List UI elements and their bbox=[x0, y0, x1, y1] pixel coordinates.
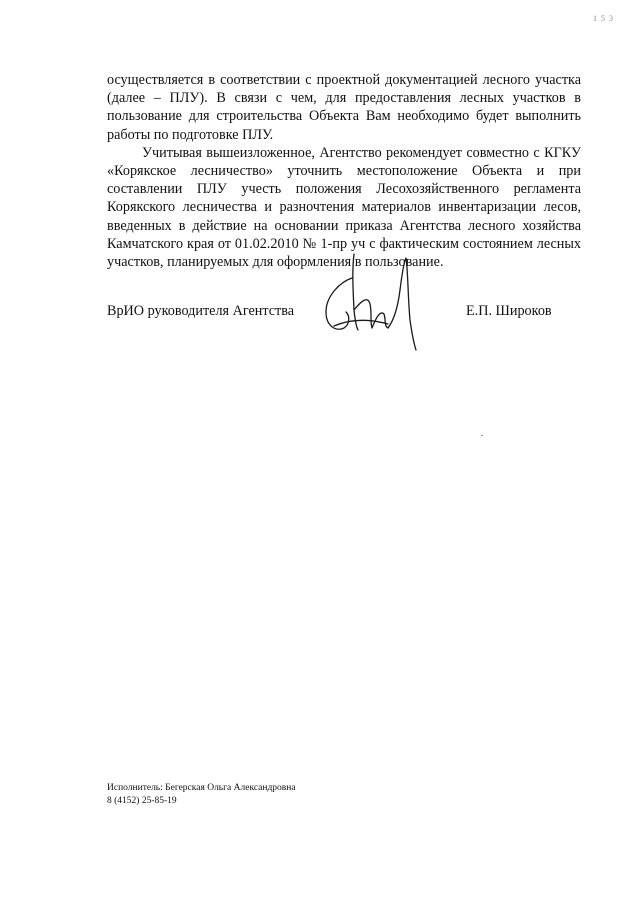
paragraph-continuation: осуществляется в соответствии с проектной документацией лесного участка (далее – ПЛУ). В связи с чем, для предоставления лесных участков в пользование для строительства Объекта Вам необходимо будет выполнить работы по подготовке ПЛУ. bbox=[107, 72, 581, 143]
letter-body bbox=[107, 71, 581, 271]
signatory-name: Е.П. Широков bbox=[466, 303, 552, 319]
executor-line: Исполнитель: Бегерская Ольга Александровна bbox=[107, 783, 296, 793]
executor-block bbox=[107, 782, 296, 807]
handwritten-signature bbox=[318, 250, 422, 358]
paragraph-recommendation: Учитывая вышеизложенное, Агентство рекомендует совместно с КГКУ «Корякское лесничество» уточнить местоположение Объекта и при составлении ПЛУ учесть положения Лесохозяйственного регламента Корякского лесничества и разночтения материалов инвентаризации лесов, введенных в действие на основании приказа Агентства лесного хозяйства Камчатского края от 01.02.2010 № 1-пр уч с фактическим состоянием лесных участков, планируемых для оформления в пользование. bbox=[107, 144, 581, 271]
scan-speck bbox=[481, 435, 483, 436]
signatory-position: ВрИО руководителя Агентства bbox=[107, 303, 295, 319]
executor-phone: 8 (4152) 25-85-19 bbox=[107, 795, 177, 806]
page-number-mark: 1 5 3 bbox=[593, 14, 614, 23]
